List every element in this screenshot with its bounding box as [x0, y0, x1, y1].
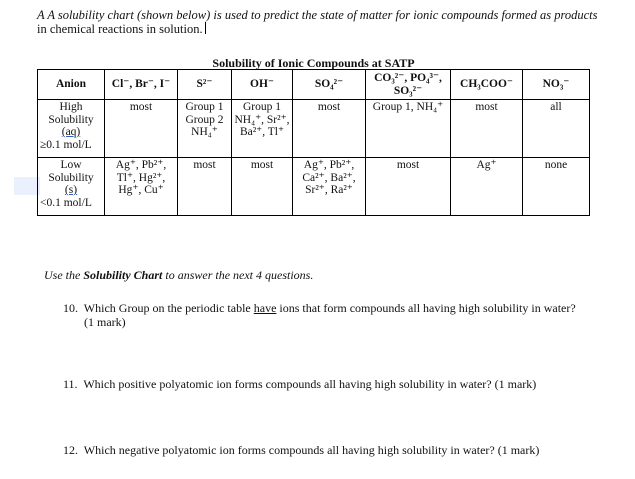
table-cell: all — [523, 100, 590, 158]
column-header: Cl⁻, Br⁻, I⁻ — [105, 70, 178, 100]
intro-line-1: A A solubility chart (shown below) is used to predict the state of matter for ionic compounds formed as products — [37, 8, 598, 22]
table-cell: Ag⁺ — [451, 158, 523, 216]
column-header: OH⁻ — [232, 70, 293, 100]
column-header: SO₄²⁻ — [293, 70, 366, 100]
column-header: CO₃²⁻, PO₄³⁻, SO₃²⁻ — [366, 70, 451, 100]
table-row-high-solubility — [38, 100, 590, 158]
table-cell: Group 1, NH₄⁺ — [366, 100, 451, 158]
column-header: CH₃COO⁻ — [451, 70, 523, 100]
table-cell: most — [232, 158, 293, 216]
table-cell: most — [451, 100, 523, 158]
row-label-high: High Solubility (aq) ≥0.1 mol/L — [38, 100, 105, 158]
intro-paragraph[interactable] — [37, 8, 622, 36]
column-header: NO₃⁻ — [523, 70, 590, 100]
underlined-word: have — [253, 301, 277, 315]
anion-header: Anion — [38, 70, 105, 100]
column-header: S²⁻ — [178, 70, 232, 100]
question-10[interactable]: 10. Which Group on the periodic table have ions that form compounds all having high solubility in water? (1 mark) — [63, 301, 576, 329]
question-number: 12. — [63, 443, 78, 457]
table-cell: Ag⁺, Pb²⁺, Ca²⁺, Ba²⁺, Sr²⁺, Ra²⁺ — [293, 158, 366, 216]
question-number: 11. — [63, 377, 78, 391]
table-cell: Ag⁺, Pb²⁺, Tl⁺, Hg²⁺, Hg⁺, Cu⁺ — [105, 158, 178, 216]
table-title: Solubility of Ionic Compounds at SATP — [212, 57, 415, 70]
question-12[interactable]: 12. Which negative polyatomic ion forms compounds all having high solubility in water? (1 mark) — [63, 443, 540, 457]
table-cell: Group 1 Group 2 NH₄⁺ — [178, 100, 232, 158]
text-cursor — [205, 22, 206, 34]
solubility-table — [37, 57, 590, 216]
table-cell: most — [366, 158, 451, 216]
question-number: 10. — [63, 301, 78, 315]
row-label-low: Low Solubility (s) <0.1 mol/L — [38, 158, 105, 216]
intro-line-2: in chemical reactions in solution. — [37, 22, 203, 36]
table-cell: most — [178, 158, 232, 216]
table-cell: most — [105, 100, 178, 158]
table-cell: most — [293, 100, 366, 158]
table-cell: Group 1 NH₄⁺, Sr²⁺, Ba²⁺, Tl⁺ — [232, 100, 293, 158]
question-11[interactable]: 11. Which positive polyatomic ion forms compounds all having high solubility in water? (1 mark) — [63, 377, 537, 391]
instruction-bold: Solubility Chart — [83, 268, 163, 282]
table-row-low-solubility — [38, 158, 590, 216]
instruction-text: Use the Solubility Chart to answer the next 4 questions. — [44, 268, 314, 282]
table-cell: none — [523, 158, 590, 216]
